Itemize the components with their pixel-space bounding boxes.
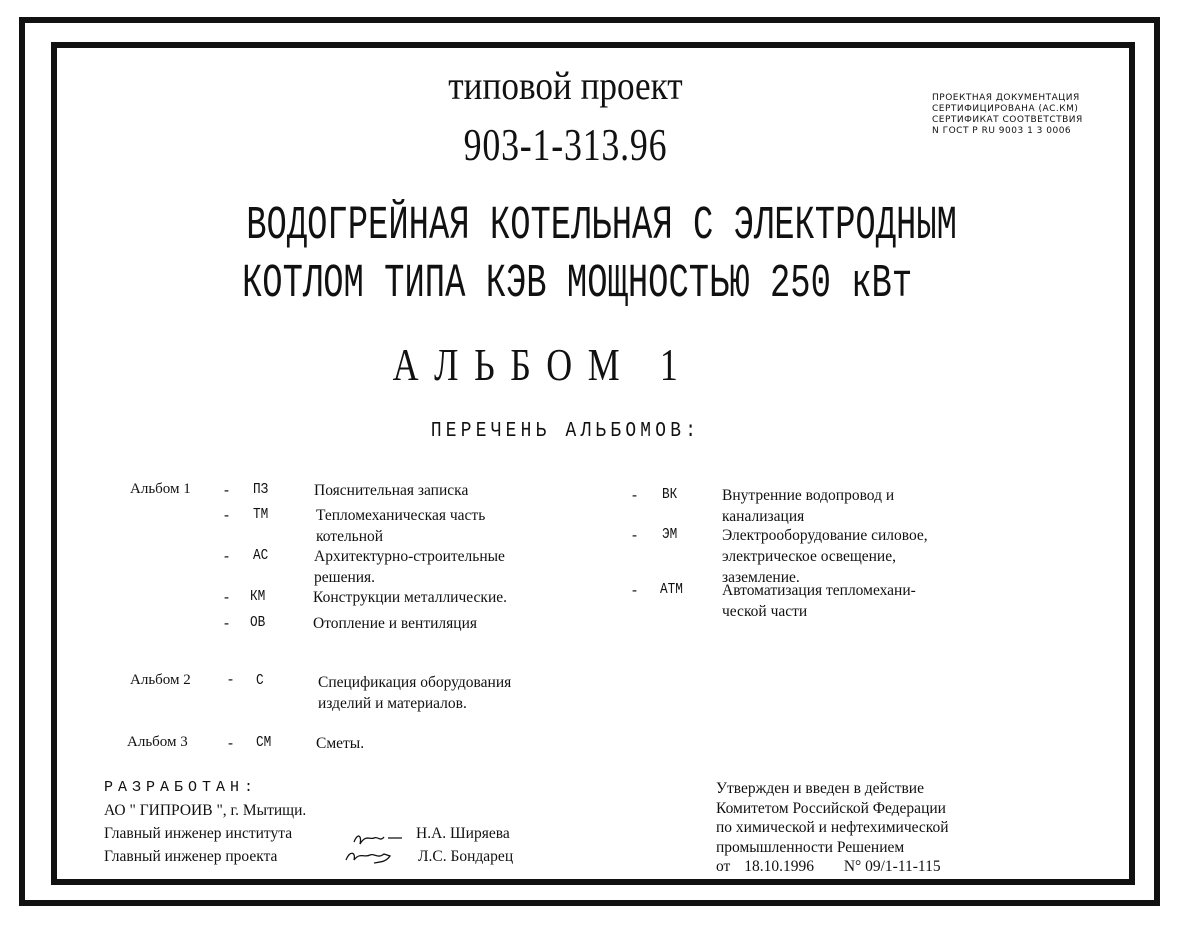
dash: - xyxy=(222,614,232,632)
project-type-label: типовой проект xyxy=(448,63,683,108)
main-title-line-1: ВОДОГРЕЙНАЯ КОТЕЛЬНАЯ С ЭЛЕКТРОДНЫМ xyxy=(246,200,957,253)
album-item-description xyxy=(722,485,894,527)
chief-engineer-institute-name: Н.А. Ширяева xyxy=(416,825,510,842)
album-code: АТМ xyxy=(660,581,683,598)
approval-date-line xyxy=(716,857,949,877)
dash: - xyxy=(630,581,640,599)
description-line: электрическое освещение, xyxy=(722,548,896,565)
developer-title: РАЗРАБОТАН: xyxy=(104,779,259,796)
approval-line-2: Комитетом Российской Федерации xyxy=(716,799,946,817)
album-code: ТМ xyxy=(253,506,269,523)
dash: - xyxy=(226,734,236,752)
description-line: решения. xyxy=(314,569,376,586)
dash: - xyxy=(630,486,640,504)
dash: - xyxy=(222,588,232,606)
album-item-description xyxy=(316,505,485,547)
approval-line-1: Утвержден и введен в действие xyxy=(716,780,924,797)
dash: - xyxy=(222,481,232,499)
dash: - xyxy=(630,526,640,544)
description-line: Конструкции металлические. xyxy=(313,589,507,606)
stamp-line-2: СЕРТИФИЦИРОВАНА (АС.КМ) xyxy=(932,104,1079,114)
album-item-description xyxy=(313,613,477,634)
album-item-description xyxy=(316,733,364,754)
approval-block xyxy=(716,779,949,877)
approval-date-prefix: от xyxy=(716,858,731,875)
album-list-heading: ПЕРЕЧЕНЬ АЛЬБОМОВ: xyxy=(430,420,701,443)
description-line: изделий и материалов. xyxy=(318,695,467,712)
chief-engineer-project-name: Л.С. Бондарец xyxy=(418,848,514,865)
album-1-label: Альбом 1 xyxy=(130,481,191,497)
description-line: Внутренние водопровод и xyxy=(722,487,895,504)
album-code: ОВ xyxy=(250,614,266,631)
chief-engineer-project-role: Главный инженер проекта xyxy=(104,848,278,865)
approval-line-3: по химической и нефтехимической xyxy=(716,819,949,836)
album-3-label: Альбом 3 xyxy=(127,734,188,750)
chief-engineer-institute-role: Главный инженер института xyxy=(104,825,293,842)
description-line: Электрооборудование силовое, xyxy=(722,527,928,544)
album-code: ЭМ xyxy=(662,526,678,543)
album-item-description xyxy=(314,480,468,501)
description-line: Спецификация оборудования xyxy=(318,674,512,691)
approval-line-4: промышленности Решением xyxy=(716,838,905,856)
stamp-line-4: N ГОСТ Р RU 9003 1 3 0006 xyxy=(932,126,1072,136)
album-code: АС xyxy=(253,547,269,564)
album-item-description xyxy=(313,587,507,608)
stamp-line-3: СЕРТИФИКАТ СООТВЕТСТВИЯ xyxy=(932,115,1083,125)
approval-number: N° 09/1-11-115 xyxy=(843,858,941,875)
description-line: Пояснительная записка xyxy=(314,482,469,499)
description-line: заземление. xyxy=(722,569,800,586)
stamp-line-1: ПРОЕКТНАЯ ДОКУМЕНТАЦИЯ xyxy=(932,93,1080,103)
description-line: Отопление и вентиляция xyxy=(313,615,477,632)
project-number: 903-1-313.96 xyxy=(463,119,668,170)
album-code: ВК xyxy=(662,486,678,503)
album-code: С xyxy=(256,672,264,689)
dash: - xyxy=(222,547,232,565)
album-item-description xyxy=(318,672,511,714)
description-line: ческой части xyxy=(722,603,808,620)
main-title-line-2: КОТЛОМ ТИПА КЭВ МОЩНОСТЬЮ 250 кВт xyxy=(242,258,913,311)
description-line: канализация xyxy=(722,508,805,525)
album-item-description xyxy=(722,580,916,622)
description-line: Автоматизация тепломехани- xyxy=(722,582,916,599)
developer-org: АО " ГИПРОИВ ", г. Мытищи. xyxy=(104,802,307,819)
album-code: СМ xyxy=(256,734,272,751)
album-title: АЛЬБОМ 1 xyxy=(392,339,694,390)
album-code: ПЗ xyxy=(253,481,269,498)
album-2-label: Альбом 2 xyxy=(130,672,191,688)
description-line: Тепломеханическая часть xyxy=(316,507,486,524)
album-item-description xyxy=(314,546,505,588)
dash: - xyxy=(222,506,232,524)
certification-stamp xyxy=(932,93,1083,137)
dash: - xyxy=(226,670,236,688)
album-code: КМ xyxy=(250,588,266,605)
approval-date: 18.10.1996 xyxy=(744,858,814,875)
signature-graphic xyxy=(340,822,412,872)
description-line: Архитектурно-строительные xyxy=(314,548,505,565)
description-line: котельной xyxy=(316,528,384,545)
description-line: Сметы. xyxy=(316,735,365,752)
album-item-description xyxy=(722,525,928,588)
